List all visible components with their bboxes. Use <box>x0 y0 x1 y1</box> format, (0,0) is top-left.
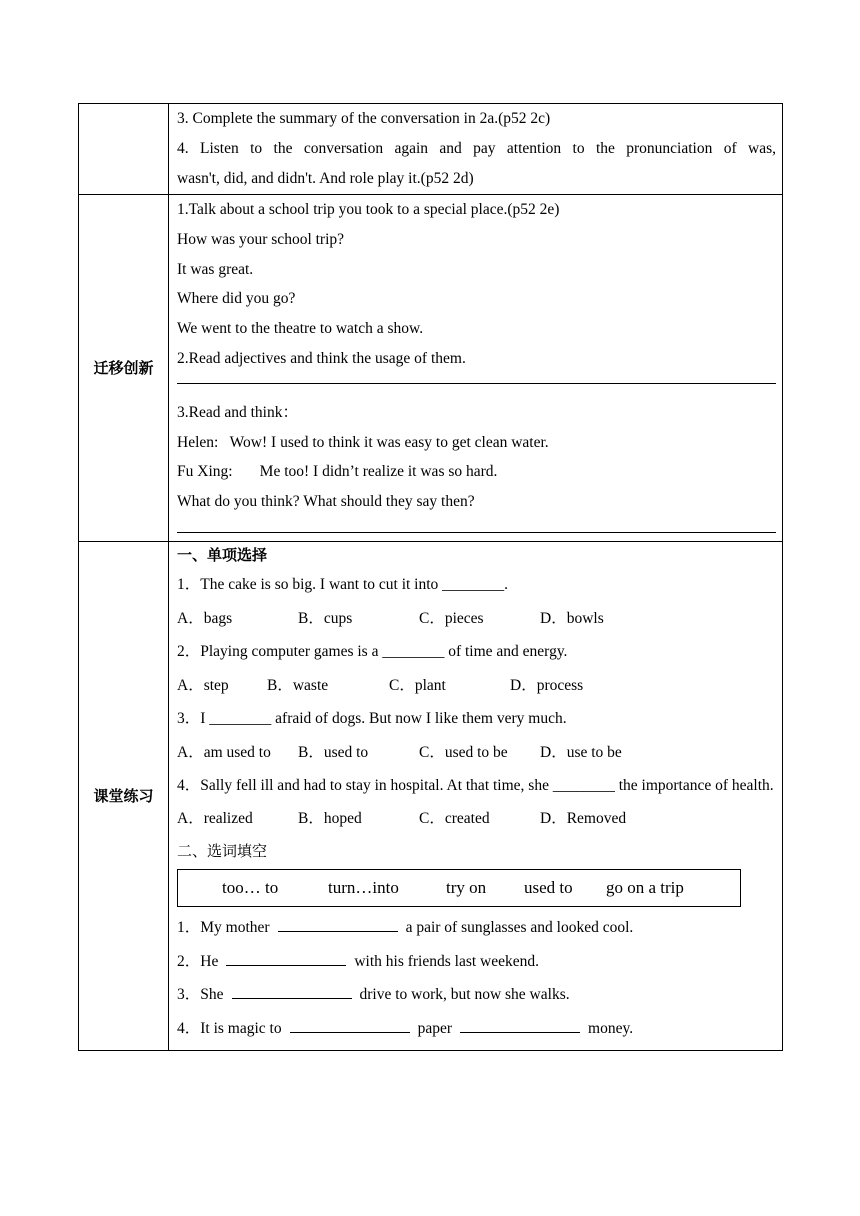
q3-option-c[interactable]: C．used to be <box>419 743 508 761</box>
word-bank <box>177 869 741 907</box>
fill-4-blank-1[interactable] <box>290 1016 410 1033</box>
row1-content <box>169 104 783 195</box>
fill-4-mid: paper <box>417 1019 453 1037</box>
fill-4-blank-2[interactable] <box>460 1016 580 1033</box>
fill-1 <box>177 911 776 945</box>
fill-4 <box>177 1012 776 1046</box>
q1-option-b[interactable]: B．cups <box>298 609 353 627</box>
row2-line-5: We went to the theatre to watch a show. <box>177 320 424 338</box>
row3-content <box>169 541 783 1050</box>
q2-option-a[interactable]: A．step <box>177 676 229 694</box>
row2-line-2: How was your school trip? <box>177 230 345 248</box>
row2-line-4: Where did you go? <box>177 290 296 308</box>
question-2: 2．Playing computer games is a ________ of time and energy. <box>177 643 568 661</box>
row2-line-1: 1.Talk about a school trip you took to a special place.(p52 2e) <box>177 201 560 218</box>
read-think-title: 3.Read and think： <box>177 403 298 421</box>
fill-2-pre: 2．He <box>177 952 219 970</box>
question-3-options <box>177 736 776 770</box>
fill-3-post: drive to work, but now she walks. <box>359 986 570 1004</box>
fill-1-post: a pair of sunglasses and looked cool. <box>405 919 634 937</box>
fill-3-pre: 3．She <box>177 986 224 1004</box>
row2-line-6: 2.Read adjectives and think the usage of them. <box>177 349 466 367</box>
worksheet <box>78 103 782 1051</box>
q3-option-a[interactable]: A．am used to <box>177 743 271 761</box>
question-4-options <box>177 802 776 836</box>
q1-option-a[interactable]: A．bags <box>177 609 233 627</box>
q3-option-d[interactable]: D．use to be <box>540 743 622 761</box>
question-2-options <box>177 669 776 703</box>
fill-2-post: with his friends last weekend. <box>354 952 539 970</box>
word-bank-item-1: too… to <box>222 878 279 898</box>
row2-label: 迁移创新 <box>79 195 169 542</box>
row2-question: What do you think? What should they say then? <box>177 493 475 511</box>
fill-2-blank[interactable] <box>226 949 346 966</box>
question-4: 4．Sally fell ill and had to stay in hospital. At that time, she ________ the importance of health. <box>177 776 774 794</box>
row2-line-3: It was great. <box>177 260 254 278</box>
answer-line-2[interactable] <box>177 531 776 533</box>
fill-4-post: money. <box>588 1019 634 1037</box>
q4-option-b[interactable]: B．hoped <box>298 809 362 827</box>
fill-3-blank[interactable] <box>232 982 352 999</box>
q4-option-a[interactable]: A．realized <box>177 809 253 827</box>
row3-label: 课堂练习 <box>79 541 169 1050</box>
fill-2 <box>177 945 776 979</box>
fill-3 <box>177 978 776 1012</box>
q2-option-d[interactable]: D．process <box>510 676 584 694</box>
q2-option-b[interactable]: B．waste <box>267 676 329 694</box>
answer-line-1[interactable] <box>177 382 776 384</box>
row2-content <box>169 195 783 542</box>
word-bank-item-2: turn…into <box>328 878 399 898</box>
fill-4-pre: 4．It is magic to <box>177 1019 282 1037</box>
q4-option-c[interactable]: C．created <box>419 809 490 827</box>
q1-option-d[interactable]: D．bowls <box>540 609 604 627</box>
q3-option-b[interactable]: B．used to <box>298 743 369 761</box>
lesson-table <box>78 103 783 1051</box>
row1-label-cell <box>79 104 169 195</box>
fill-1-blank[interactable] <box>278 915 398 932</box>
q4-option-d[interactable]: D．Removed <box>540 809 627 827</box>
question-3: 3．I ________ afraid of dogs. But now I like them very much. <box>177 710 567 728</box>
row1-line-2: 4. Listen to the conversation again and pay attention to the pronunciation of was, <box>177 139 776 157</box>
word-bank-item-4: used to <box>524 878 573 898</box>
word-bank-item-3: try on <box>446 878 487 898</box>
q2-option-c[interactable]: C．plant <box>389 676 446 694</box>
dialog-helen: Helen: Wow! I used to think it was easy to get clean water. <box>177 433 549 451</box>
question-1: 1．The cake is so big. I want to cut it into ________. <box>177 575 509 593</box>
row-classroom-practice <box>79 541 783 1050</box>
dialog-fuxing: Fu Xing: Me too! I didn’t realize it was so hard. <box>177 463 498 481</box>
q1-option-c[interactable]: C．pieces <box>419 609 484 627</box>
row-practice-cont <box>79 104 783 195</box>
row1-line-3: wasn't, did, and didn't. And role play it.(p52 2d) <box>177 169 474 187</box>
fill-1-pre: 1．My mother <box>177 919 270 937</box>
row1-line-1: 3. Complete the summary of the conversation in 2a.(p52 2c) <box>177 110 551 127</box>
question-1-options <box>177 602 776 636</box>
row-transfer <box>79 195 783 542</box>
word-bank-item-5: go on a trip <box>606 878 684 898</box>
section2-title: 二、选词填空 <box>177 842 268 861</box>
section1-title: 一、单项选择 <box>177 545 268 564</box>
